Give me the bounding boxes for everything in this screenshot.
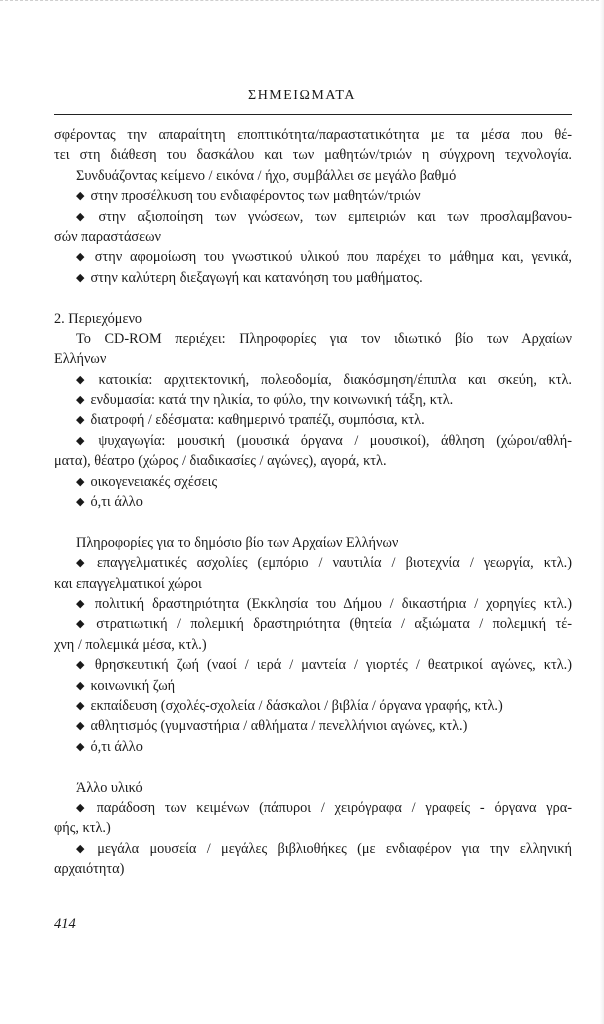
paragraph-gap: [54, 512, 572, 532]
bullet-item: ◆ ό,τι άλλο: [54, 737, 572, 757]
subsection-heading: Πληροφορίες για το δημόσιο βίο των Αρχαίων Ελλήνων: [76, 534, 399, 551]
text-line: σών παραστάσεων: [54, 228, 162, 245]
text-line: Το CD-ROM περιέχει: Πληροφορίες για τον ιδιωτικό βίο των Αρχαίων: [76, 330, 572, 347]
bullet-item: ◆ εκπαίδευση (σχολές-σχολεία / δάσκαλοι / βιβλία / όργανα γραφής, κτλ.): [54, 696, 572, 716]
running-header: ΣΗΜΕΙΩΜΑΤΑ: [248, 88, 356, 103]
body-text: [54, 125, 572, 879]
bullet-item: ◆ ψυχαγωγία: μουσική (μουσικά όργανα / μουσικοί), άθληση (χώροι/αθλή-: [54, 431, 572, 451]
header-rule: [54, 114, 572, 115]
bullet-item: ◆ μεγάλα μουσεία / μεγάλες βιβλιοθήκες (με ενδιαφέρον για την ελληνική: [54, 839, 572, 859]
subsection-heading: Άλλο υλικό: [76, 779, 143, 796]
bullet-item: ◆ στην προσέλκυση του ενδιαφέροντος των μαθητών/τριών: [54, 186, 572, 206]
bullet-item: ◆ κατοικία: αρχιτεκτονική, πολεοδομία, διακόσμηση/έπιπλα και σκεύη, κτλ.: [54, 370, 572, 390]
page-right-edge: [600, 0, 604, 1024]
bullet-item: ◆ διατροφή / εδέσματα: καθημερινό τραπέζι, συμπόσια, κτλ.: [54, 410, 572, 430]
text-line: τει στη διάθεση του δασκάλου και των μαθητών/τριών η σύγχρονη τεχνολογία.: [54, 147, 572, 164]
bullet-item: ◆ επαγγελματικές ασχολίες (εμπόριο / ναυτιλία / βιοτεχνία / γεωργία, κτλ.): [54, 553, 572, 573]
bullet-item: ◆ κοινωνική ζωή: [54, 676, 572, 696]
bullet-item: ◆ πολιτική δραστηριότητα (Εκκλησία του Δήμου / δικαστήρια / χορηγίες κτλ.): [54, 594, 572, 614]
paragraph-gap: [54, 288, 572, 308]
bullet-item: ◆ ενδυμασία: κατά την ηλικία, το φύλο, την κοινωνική τάξη, κτλ.: [54, 390, 572, 410]
bullet-item: ◆ αθλητισμός (γυμναστήρια / αθλήματα / πενελλήνιοι αγώνες, κτλ.): [54, 716, 572, 736]
text-line: Συνδυάζοντας κείμενο / εικόνα / ήχο, συμβάλλει σε μεγάλο βαθμό: [76, 167, 457, 184]
bullet-item: ◆ στην καλύτερη διεξαγωγή και κατανόηση του μαθήματος.: [54, 268, 572, 288]
text-line: σφέροντας την απαραίτητη εποπτικότητα/παραστατικότητα με τα μέσα που θέ-: [54, 127, 572, 143]
paragraph-gap: [54, 757, 572, 777]
text-line: και επαγγελματικοί χώροι: [54, 575, 202, 592]
bullet-item: ◆ στρατιωτική / πολεμική δραστηριότητα (θητεία / αξιώματα / πολεμική τέ-: [54, 614, 572, 634]
bullet-item: ◆ στην αφομοίωση του γνωστικού υλικού που παρέχει το μάθημα και, γενικά,: [54, 247, 572, 267]
text-line: Ελλήνων: [54, 351, 107, 368]
text-line: φής, κτλ.): [54, 820, 111, 837]
page-top-edge: [0, 0, 604, 7]
section-heading: 2. Περιεχόμενο: [54, 310, 143, 327]
text-line: αρχαιότητα): [54, 861, 125, 878]
text-line: ματα), θέατρο (χώρος / διαδικασίες / αγώνες), αγορά, κτλ.: [54, 453, 387, 470]
text-line: χνη / πολεμικά μέσα, κτλ.): [54, 636, 207, 653]
page-number: 414: [54, 916, 76, 932]
bullet-item: ◆ ό,τι άλλο: [54, 492, 572, 512]
bullet-item: ◆ οικογενειακές σχέσεις: [54, 472, 572, 492]
bullet-item: ◆ στην αξιοποίηση των γνώσεων, των εμπειριών και των προσλαμβανου-: [54, 207, 572, 227]
bullet-item: ◆ θρησκευτική ζωή (ναοί / ιερά / μαντεία / γιορτές / θεατρικοί αγώνες, κτλ.): [54, 655, 572, 675]
bullet-item: ◆ παράδοση των κειμένων (πάπυροι / χειρόγραφα / γραφείς - όργανα γρα-: [54, 798, 572, 818]
